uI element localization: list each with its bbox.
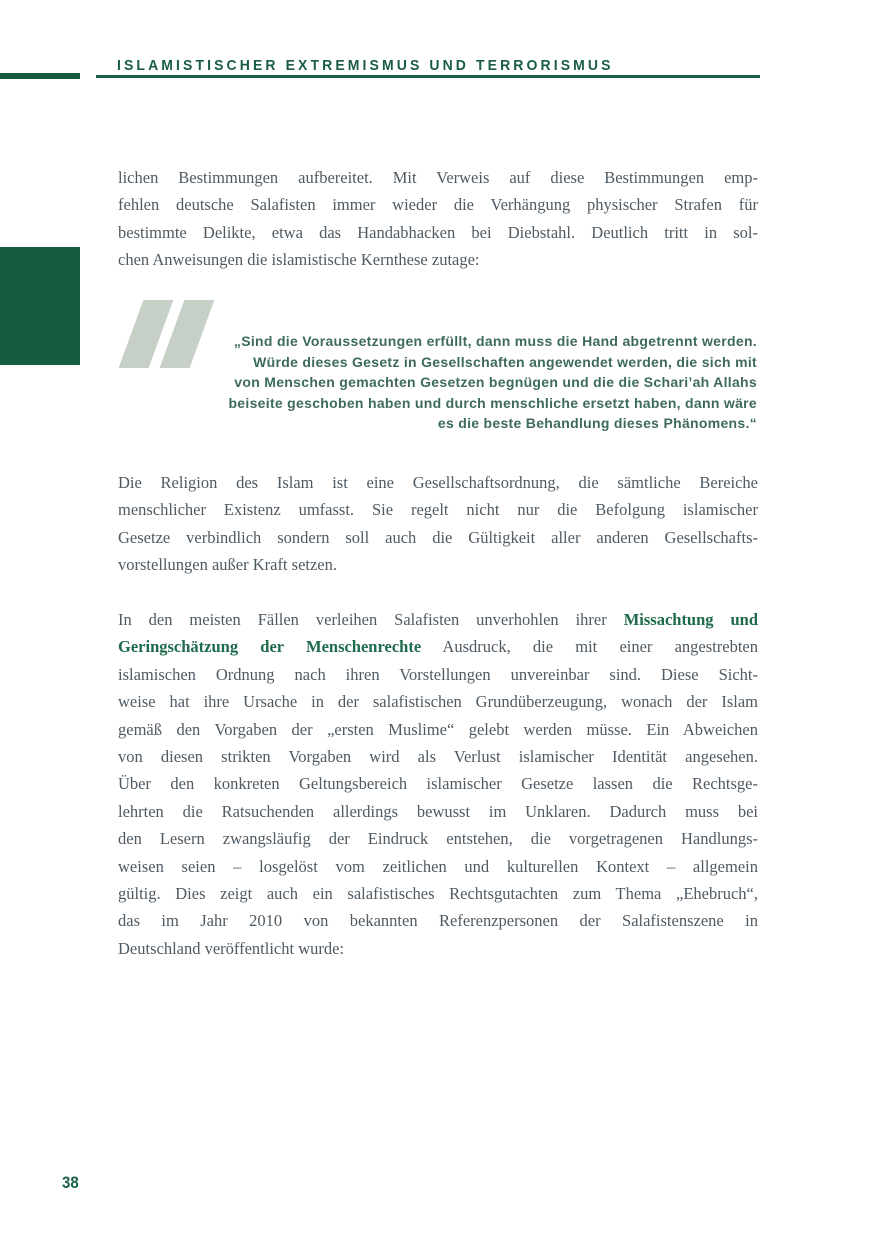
text-line: weise hat ihre Ursache in der salafistischen Grundüberzeugung, wonach der Islam	[118, 692, 758, 712]
text-line: lehrten die Ratsuchenden allerdings bewusst im Unklaren. Dadurch muss bei	[118, 801, 758, 821]
quote-line: „Sind die Voraussetzungen erfüllt, dann muss die Hand abgetrennt werden.	[233, 333, 757, 349]
text-segment: In den meisten Fällen verleihen Salafisten unverhohlen ihrer	[118, 610, 624, 629]
page-number: 38	[62, 1174, 79, 1193]
text-line: menschlicher Existenz umfasst. Sie regelt nicht nur die Befolgung islamischer	[118, 500, 758, 520]
body-paragraph-3	[118, 606, 758, 962]
emphasis-bold-green: Geringschätzung der Menschenrechte	[118, 637, 422, 657]
text-line: weisen seien – losgelöst vom zeitlichen und kulturellen Kontext – allgemein	[118, 856, 758, 876]
text-line: das im Jahr 2010 von bekannten Referenzpersonen der Salafistenszene in	[118, 911, 758, 931]
quote-line: beiseite geschoben haben und durch menschliche ersetzt haben, dann wäre	[228, 394, 757, 411]
quote-line: von Menschen gemachten Gesetzen begnügen und die die Schari’ah Allahs	[234, 374, 757, 391]
quote-line: es die beste Behandlung dieses Phänomens.“	[437, 415, 757, 432]
text-line: Die Religion des Islam ist eine Gesellschaftsordnung, die sämtliche Bereiche	[118, 473, 758, 492]
intro-paragraph	[118, 164, 758, 274]
text-line: von diesen strikten Vorgaben wird als Verlust islamischer Identität angesehen.	[118, 747, 758, 767]
text-line	[118, 606, 758, 633]
text-line: gemäß den Vorgaben der „ersten Muslime“ gelebt werden müsse. Ein Abweichen	[118, 719, 758, 739]
text-line	[118, 633, 758, 660]
header-rule	[96, 75, 760, 78]
text-line: islamischen Ordnung nach ihren Vorstellungen unvereinbar sind. Diese Sicht-	[118, 664, 758, 684]
text-line: den Lesern zwangsläufig der Eindruck entstehen, die vorgetragenen Handlungs-	[118, 829, 758, 849]
pull-quote	[130, 331, 757, 434]
text-segment: Ausdruck, die mit einer angestrebten	[421, 637, 758, 657]
text-line: lichen Bestimmungen aufbereitet. Mit Verweis auf diese Bestimmungen emp-	[118, 168, 758, 187]
text-line: gültig. Dies zeigt auch ein salafistisches Rechtsgutachten zum Thema „Ehebruch“,	[118, 884, 758, 904]
text-line: Über den konkreten Geltungsbereich islamischer Gesetze lassen die Rechtsge-	[118, 774, 758, 794]
text-line: chen Anweisungen die islamistische Kernthese zutage:	[118, 250, 480, 270]
text-line: vorstellungen außer Kraft setzen.	[118, 555, 337, 575]
running-header-title: ISLAMISTISCHER EXTREMISMUS UND TERRORISMUS	[117, 56, 614, 74]
text-line: Gesetze verbindlich sondern soll auch die Gültigkeit aller anderen Gesellschafts-	[118, 527, 758, 547]
text-line: Deutschland veröffentlicht wurde:	[118, 938, 345, 958]
text-line: bestimmte Delikte, etwa das Handabhacken bei Diebstahl. Deutlich tritt in sol-	[118, 222, 758, 242]
body-paragraph-2	[118, 469, 758, 579]
header-accent-bar	[0, 73, 80, 79]
margin-accent-block	[0, 247, 80, 365]
emphasis-bold-green: Missachtung und	[623, 610, 758, 629]
text-line: fehlen deutsche Salafisten immer wieder die Verhängung physischer Strafen für	[118, 195, 758, 215]
quote-line: Würde dieses Gesetz in Gesellschaften angewendet werden, die sich mit	[253, 353, 757, 370]
